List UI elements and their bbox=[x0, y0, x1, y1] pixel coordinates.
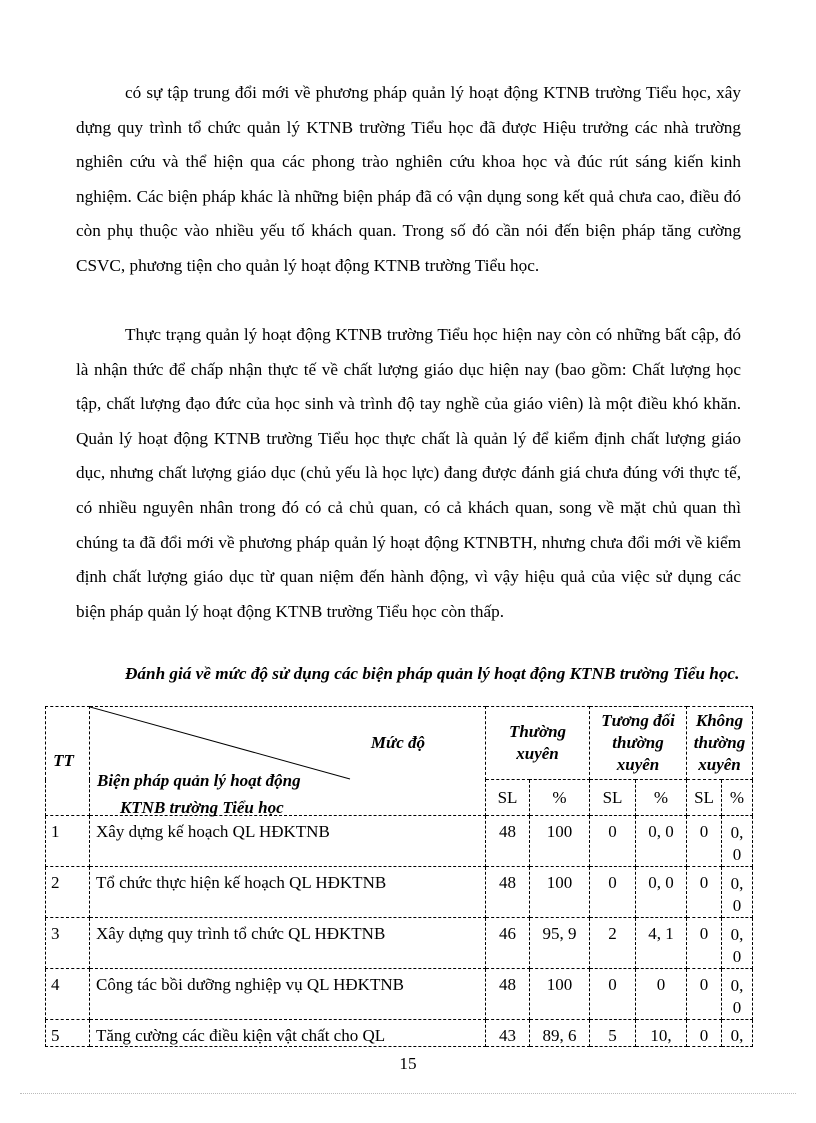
row-k-pct-1: 0, bbox=[730, 925, 744, 944]
row-tt: 1 bbox=[46, 816, 90, 867]
row-k-sl: 0 bbox=[687, 816, 722, 867]
row-tx-pct: 89, 6 bbox=[530, 1020, 590, 1047]
row-tx-pct: 95, 9 bbox=[530, 918, 590, 969]
row-tt: 5 bbox=[46, 1020, 90, 1047]
header-muc-do: Mức độ bbox=[370, 733, 425, 752]
header-bien-phap-line1: Biện pháp quản lý hoạt động bbox=[97, 771, 301, 790]
header-bien-phap bbox=[97, 767, 301, 821]
row-k-pct bbox=[722, 969, 753, 1020]
row-tx-pct: 100 bbox=[530, 867, 590, 918]
row-td-sl: 5 bbox=[590, 1020, 636, 1047]
header-pct-1: % bbox=[530, 780, 590, 816]
header-sl-1: SL bbox=[486, 780, 530, 816]
header-pct-3: % bbox=[722, 780, 753, 816]
body-paragraph-2: Thực trạng quản lý hoạt động KTNB trường Tiểu học hiện nay còn có những bất cập, đó là nhận thức để chấp nhận thực tế về chất lượng giáo dục hiện nay (bao gồm: Chất lượng học tập, chất lượng đạo đức của học sinh và trình độ tay nghề của giáo viên) là một điều khó khăn. Quản lý hoạt động KTNB trường Tiểu học thực chất là quản lý để kiểm định chất lượng giáo dục, nhưng chất lượng giáo dục (chủ yếu là học lực) đang được đánh giá chưa đúng với thực tế, có nhiều nguyên nhân trong đó có cả chủ quan, có cả khách quan, song về mặt chủ quan thì chúng ta đã đổi mới về phương pháp quản lý hoạt động KTNBTH, nhưng chưa đổi mới về kiểm định chất lượng giáo dục từ quan niệm đến hành động, vì vậy hiệu quả của việc sử dụng các biện pháp quản lý hoạt động KTNB trường Tiểu học còn thấp. bbox=[76, 325, 741, 621]
row-k-pct-1: 0, bbox=[730, 976, 744, 995]
measures-table bbox=[45, 706, 753, 1047]
footer-divider bbox=[20, 1093, 796, 1094]
header-tuong-doi-line1: Tương đối bbox=[601, 711, 675, 730]
row-name: Xây dựng kế hoạch QL HĐKTNB bbox=[90, 816, 486, 867]
table-row bbox=[46, 918, 753, 969]
row-td-sl: 0 bbox=[590, 969, 636, 1020]
row-td-pct: 10, bbox=[636, 1020, 687, 1047]
row-k-sl: 0 bbox=[687, 1020, 722, 1047]
header-tuong-doi-line2: thường bbox=[612, 733, 664, 752]
row-td-sl: 2 bbox=[590, 918, 636, 969]
table-row bbox=[46, 816, 753, 867]
row-tx-sl: 46 bbox=[486, 918, 530, 969]
row-k-sl: 0 bbox=[687, 867, 722, 918]
row-tt: 4 bbox=[46, 969, 90, 1020]
header-thuong-xuyen bbox=[486, 707, 590, 780]
page-number: 15 bbox=[399, 1054, 417, 1073]
row-k-pct-2: 0 bbox=[732, 947, 742, 966]
header-sl-3: SL bbox=[687, 780, 722, 816]
row-k-pct bbox=[722, 816, 753, 867]
row-tx-sl: 48 bbox=[486, 867, 530, 918]
row-name: Tổ chức thực hiện kế hoạch QL HĐKTNB bbox=[90, 867, 486, 918]
row-tx-pct: 100 bbox=[530, 969, 590, 1020]
row-td-pct: 0, 0 bbox=[636, 816, 687, 867]
row-tx-sl: 48 bbox=[486, 816, 530, 867]
table-caption: Đánh giá về mức độ sử dụng các biện pháp quản lý hoạt động KTNB trường Tiểu học. bbox=[125, 664, 740, 683]
row-td-sl: 0 bbox=[590, 816, 636, 867]
header-khong-line3: xuyên bbox=[698, 755, 741, 774]
header-sl-2: SL bbox=[590, 780, 636, 816]
row-name: Tăng cường các điều kiện vật chất cho QL bbox=[90, 1020, 486, 1047]
header-tuong-doi bbox=[590, 707, 687, 780]
row-name: Công tác bồi dưỡng nghiệp vụ QL HĐKTNB bbox=[90, 969, 486, 1020]
table-row bbox=[46, 1020, 753, 1047]
row-td-pct: 4, 1 bbox=[636, 918, 687, 969]
header-tuong-doi-line3: xuyên bbox=[616, 755, 660, 774]
row-k-sl: 0 bbox=[687, 918, 722, 969]
row-tx-sl: 43 bbox=[486, 1020, 530, 1047]
row-k-pct-1: 0, bbox=[730, 874, 744, 893]
row-name: Xây dựng quy trình tổ chức QL HĐKTNB bbox=[90, 918, 486, 969]
row-td-sl: 0 bbox=[590, 867, 636, 918]
header-thuong-xuyen-line2: xuyên bbox=[516, 744, 559, 763]
row-k-pct-2: 0 bbox=[732, 998, 742, 1017]
row-k-pct-2: 0 bbox=[732, 896, 742, 915]
header-khong-line2: thường bbox=[693, 733, 746, 752]
table-row bbox=[46, 867, 753, 918]
header-diagonal-cell bbox=[90, 707, 486, 816]
header-pct-2: % bbox=[636, 780, 687, 816]
header-bien-phap-line2: KTNB trường Tiểu học bbox=[119, 798, 284, 817]
row-td-pct: 0 bbox=[636, 969, 687, 1020]
header-khong-line1: Không bbox=[695, 711, 744, 730]
body-paragraph-1: có sự tập trung đổi mới về phương pháp quản lý hoạt động KTNB trường Tiểu học, xây dựng quy trình tổ chức quản lý KTNB trường Tiểu học đã được Hiệu trưởng các nhà trường nghiên cứu và thể hiện qua các phong trào nghiên cứu khoa học và đúc rút sáng kiến kinh nghiệm. Các biện pháp khác là những biện pháp đã có vận dụng song kết quả chưa cao, điều đó còn phụ thuộc vào nhiều yếu tố khách quan. Trong số đó cần nói đến biện pháp tăng cường CSVC, phương tiện cho quản lý hoạt động KTNB trường Tiểu học. bbox=[76, 83, 741, 275]
row-k-pct-1: 0, bbox=[730, 823, 744, 842]
row-k-pct bbox=[722, 867, 753, 918]
row-tt: 3 bbox=[46, 918, 90, 969]
row-tx-sl: 48 bbox=[486, 969, 530, 1020]
row-tt: 2 bbox=[46, 867, 90, 918]
header-tt: TT bbox=[46, 707, 90, 816]
row-k-sl: 0 bbox=[687, 969, 722, 1020]
header-khong-thuong-xuyen bbox=[687, 707, 753, 780]
row-td-pct: 0, 0 bbox=[636, 867, 687, 918]
table-row bbox=[46, 969, 753, 1020]
row-k-pct bbox=[722, 918, 753, 969]
row-k-pct-2: 0 bbox=[732, 845, 742, 864]
row-k-pct: 0, bbox=[722, 1020, 753, 1047]
row-tx-pct: 100 bbox=[530, 816, 590, 867]
header-thuong-xuyen-line1: Thường bbox=[508, 722, 567, 741]
